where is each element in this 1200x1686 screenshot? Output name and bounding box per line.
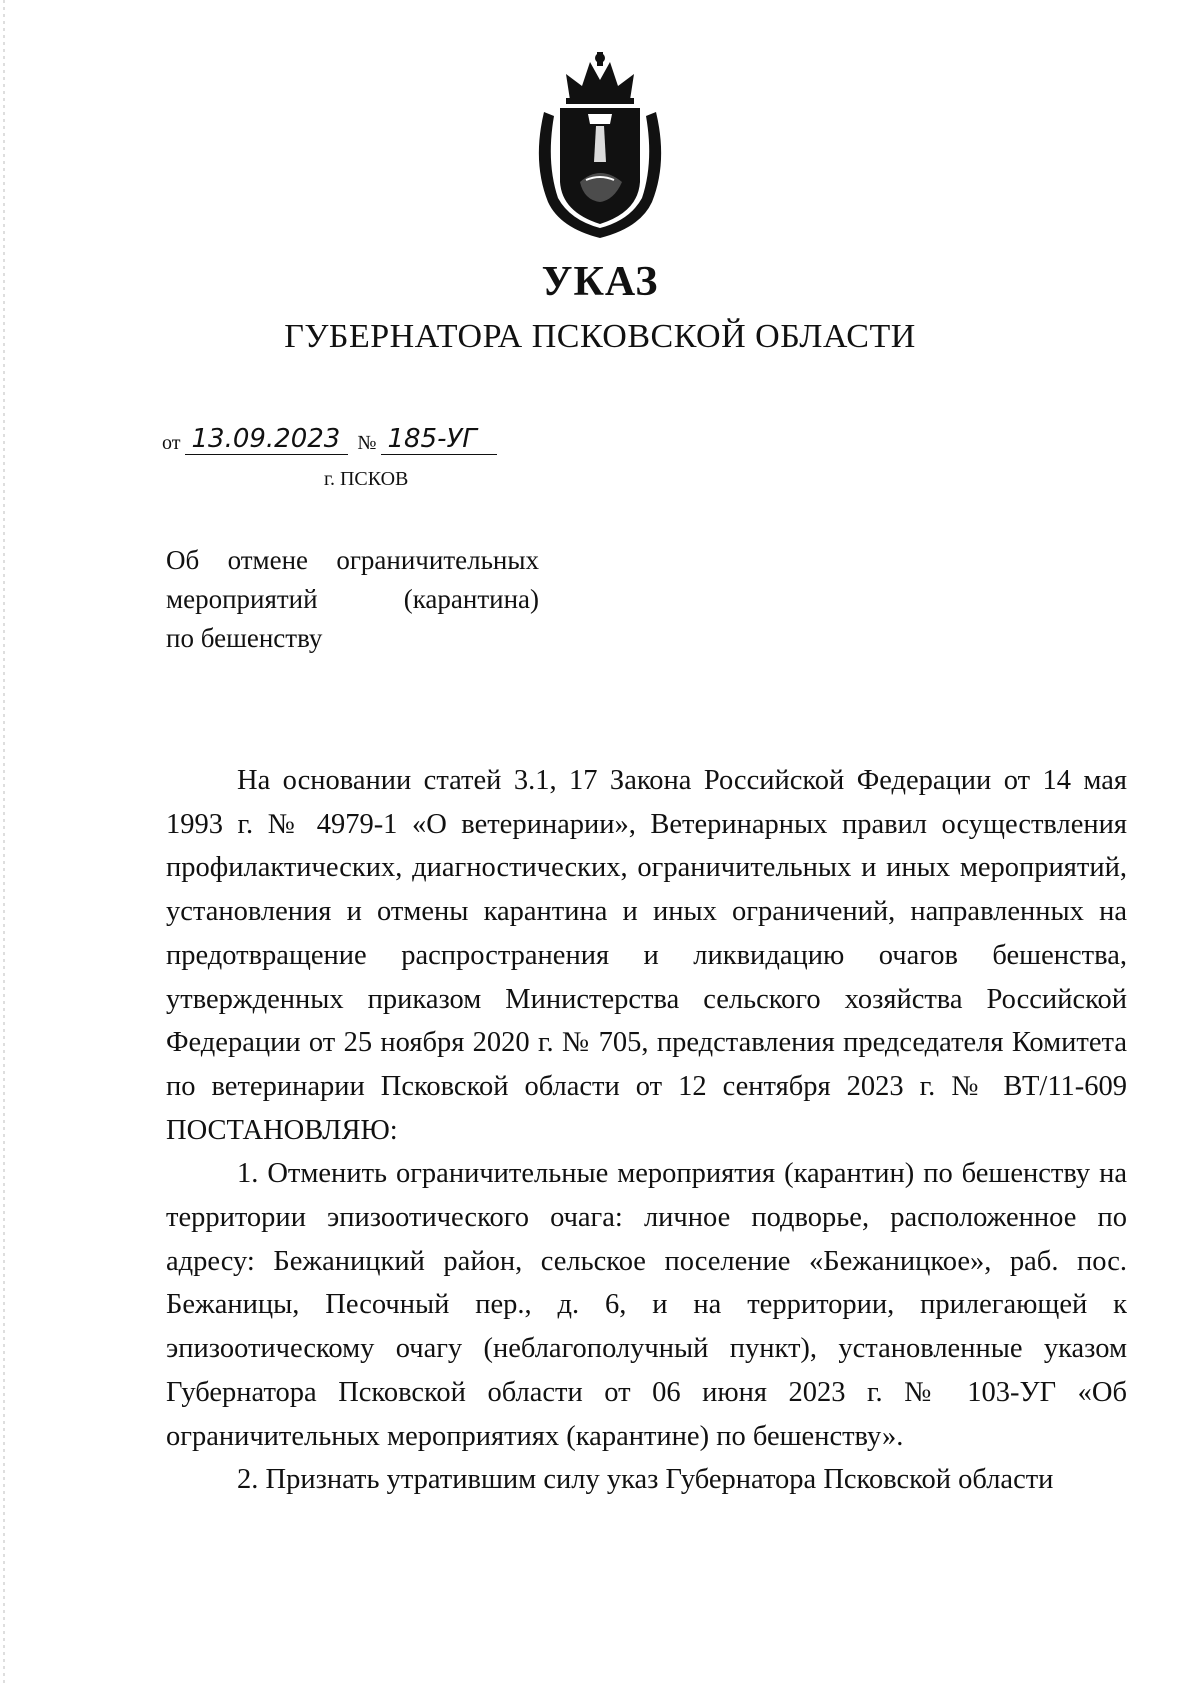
clause-2-paragraph: 2. Признать утратившим силу указ Губернатора Псковской области xyxy=(237,1464,1054,1496)
clause-1-paragraph: 1. Отменить ограничительные мероприятия (карантин) по бешенству на территории эпизоотического очага: личное подворье, расположенное по адресу: Бежаницкий район, сельское поселение «Бежаницкое», раб. пос. Бежаницы, Песочный пер., д. 6, и на территории, прилегающей к эпизоотическому очагу (неблагополучный пункт), установленные указом Губернатора Псковской области от 06 июня 2023 г. № 103-УГ «Об ограничительных мероприятиях (карантине) по бешенству». xyxy=(166,1158,1127,1452)
number-prefix: № xyxy=(357,432,377,454)
document-date-number xyxy=(162,424,501,458)
subject-line: Об отмене ограничительных xyxy=(166,545,539,575)
handwritten-number: 185-УГ xyxy=(381,424,496,455)
date-prefix: от xyxy=(162,432,181,454)
document-type-title: УКАЗ xyxy=(541,259,659,305)
preamble-paragraph: На основании статей 3.1, 17 Закона Российской Федерации от 14 мая 1993 г. № 4979-1 «О ветеринарии», Ветеринарных правил осуществления профилактических, диагностических, ограничительных и иных мероприятий, установления и отмены карантина и иных ограничений, направленных на предотвращение распространения и ликвидацию очагов бешенства, утвержденных приказом Министерства сельского хозяйства Российской Федерации от 25 ноября 2020 г. № 705, представления председателя Комитета по ветеринарии Псковской области от 12 сентября 2023 г. № ВТ/11-609 ПОСТАНОВЛЯЮ: xyxy=(166,765,1127,1146)
document-subject xyxy=(166,541,539,658)
document-body xyxy=(166,759,1127,1502)
coat-of-arms-icon xyxy=(530,52,670,242)
subject-line: по бешенству xyxy=(166,623,323,653)
city-label: г. ПСКОВ xyxy=(324,468,409,490)
subject-line: мероприятий (карантина) xyxy=(166,584,539,614)
issuer-title: ГУБЕРНАТОРА ПСКОВСКОЙ ОБЛАСТИ xyxy=(284,318,916,355)
handwritten-date: 13.09.2023 xyxy=(185,424,348,455)
scan-edge xyxy=(3,0,5,1686)
